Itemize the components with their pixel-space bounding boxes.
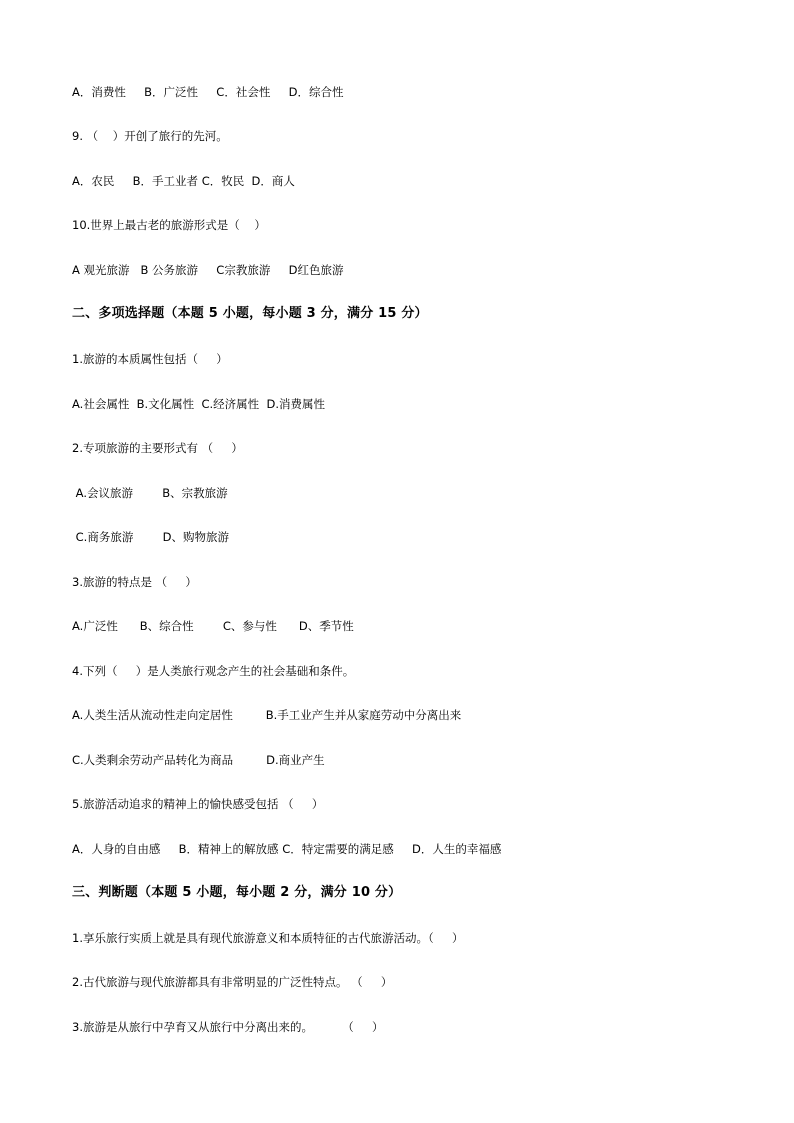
mc2-stem: 2.专项旅游的主要形式有 （ ）	[72, 441, 243, 455]
q9-options: A．农民 B．手工业者 C．牧民 D．商人	[72, 174, 295, 188]
mc5-stem: 5.旅游活动追求的精神上的愉快感受包括 （ ）	[72, 797, 324, 811]
q9-stem: 9. （ ）开创了旅行的先河。	[72, 129, 228, 143]
tf3-statement: 3.旅游是从旅行中孕育又从旅行中分离出来的。 （ ）	[72, 1020, 384, 1034]
section-true-false-heading: 三、判断题（本题 5 小题，每小题 2 分，满分 10 分）	[72, 885, 402, 900]
tf2-statement: 2.古代旅游与现代旅游都具有非常明显的广泛性特点。 （ ）	[72, 975, 393, 989]
section-multiple-choice-heading: 二、多项选择题（本题 5 小题，每小题 3 分，满分 15 分）	[72, 306, 428, 321]
mc1-stem: 1.旅游的本质属性包括（ ）	[72, 352, 228, 366]
mc2-options-cd: C.商务旅游 D、购物旅游	[72, 530, 229, 544]
mc4-stem: 4.下列（ ）是人类旅行观念产生的社会基础和条件。	[72, 664, 355, 678]
mc2-options-ab: A.会议旅游 B、宗教旅游	[72, 486, 228, 500]
q8-options: A．消费性 B．广泛性 C．社会性 D．综合性	[72, 85, 344, 99]
mc4-options-ab: A.人类生活从流动性走向定居性 B.手工业产生并从家庭劳动中分离出来	[72, 708, 462, 722]
tf1-statement: 1.享乐旅行实质上就是具有现代旅游意义和本质特征的古代旅游活动。（ ）	[72, 931, 464, 945]
mc3-stem: 3.旅游的特点是 （ ）	[72, 575, 197, 589]
q10-stem: 10.世界上最古老的旅游形式是（ ）	[72, 218, 266, 232]
q10-options: A 观光旅游 B 公务旅游 C宗教旅游 D红色旅游	[72, 263, 344, 277]
mc4-options-cd: C.人类剩余劳动产品转化为商品 D.商业产生	[72, 753, 325, 767]
mc5-options: A．人身的自由感 B．精神上的解放感 C．特定需要的满足感 D．人生的幸福感	[72, 842, 502, 856]
mc1-options: A.社会属性 B.文化属性 C.经济属性 D.消费属性	[72, 397, 325, 411]
mc3-options: A.广泛性 B、综合性 C、参与性 D、季节性	[72, 619, 354, 633]
